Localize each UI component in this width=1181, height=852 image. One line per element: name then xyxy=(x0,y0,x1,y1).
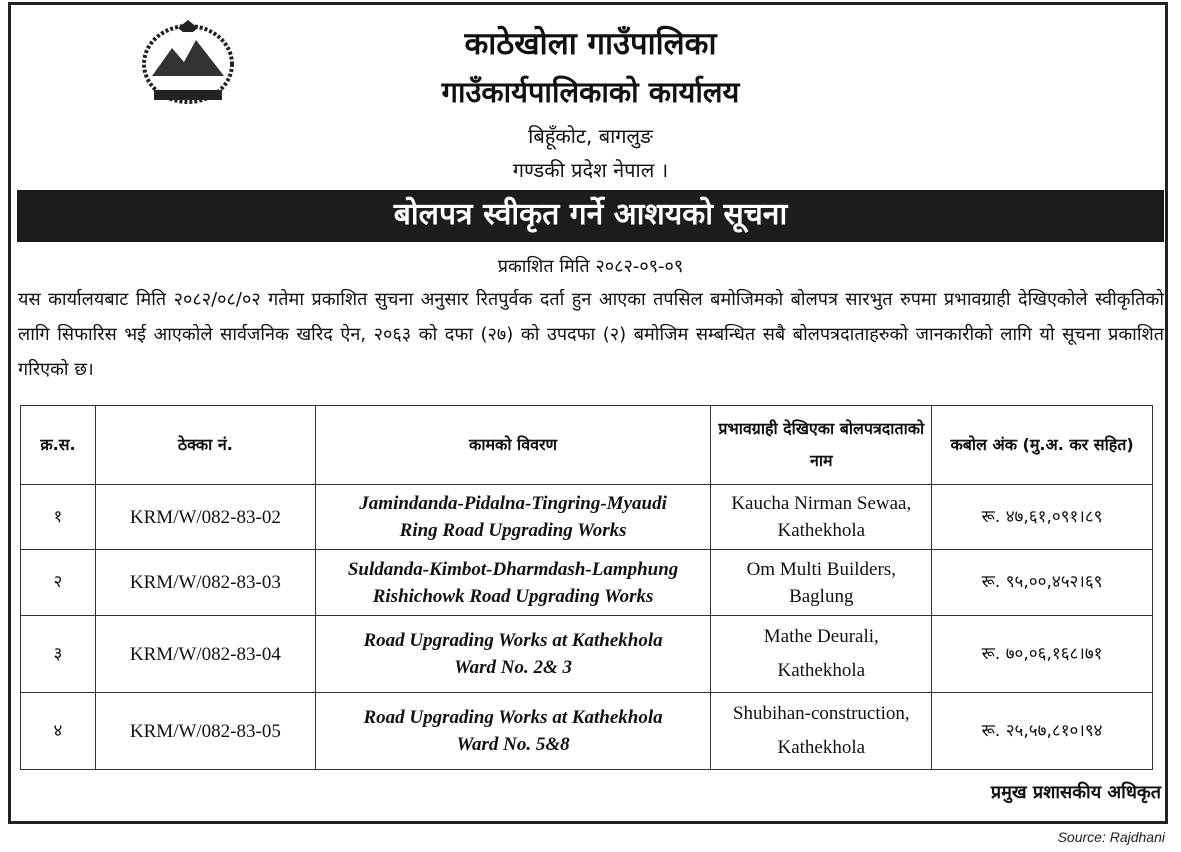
work-description xyxy=(315,485,711,550)
bid-table xyxy=(20,405,1153,770)
contract-number: KRM/W/082-83-03 xyxy=(95,550,315,616)
bidder-name xyxy=(711,485,932,550)
municipality-name: काठेखोला गाउँपालिका xyxy=(464,26,717,62)
office-address: बिहूँकोट, बागलुङ xyxy=(528,124,653,148)
bidder-line: Shubihan-construction, xyxy=(732,703,910,724)
description-line: Ward No. 2& 3 xyxy=(454,657,573,678)
bidder-line: Om Multi Builders, xyxy=(746,558,896,580)
bid-amount: रू. २५,५७,८१०।९४ xyxy=(932,693,1153,770)
serial-number: ३ xyxy=(21,616,96,693)
bidder-line: Kathekhola xyxy=(777,660,866,681)
notice-body: यस कार्यालयबाट मिति २०८२/०८/०२ गतेमा प्रकाशित सुचना अनुसार रितपुर्वक दर्ता हुन आएका तपसिल बमोजिमको बोलपत्र सारभुत रुपमा प्रभावग्राही देखिएकोले स्वीकृतिको लागि सिफारिस भई आएकोले सार्वजनिक खरिद ऐन, २०६३ को दफा (२७) को उपदफा (२) बमोजिम सम्बन्धित सबै बोलपत्रदाताहरुको जानकारीको लागि यो सूचना प्रकाशित गरिएको छ। xyxy=(18,289,1164,380)
table-row xyxy=(21,485,1153,550)
description-line: Jamindanda-Pidalna-Tingring-Myaudi xyxy=(359,493,667,514)
description-line: Suldanda-Kimbot-Dharmdash-Lamphung xyxy=(347,558,679,580)
signatory-title: प्रमुख प्रशासकीय अधिकृत xyxy=(990,782,1161,803)
bidder-name xyxy=(711,693,932,770)
bid-amount: रू. ४७,६१,०९१।८९ xyxy=(932,485,1153,550)
office-province: गण्डकी प्रदेश नेपाल । xyxy=(512,158,669,182)
bid-amount: रू. ७०,०६,१६८।७१ xyxy=(932,616,1153,693)
header-bidder: प्रभावग्राही देखिएका बोलपत्रदाताको नाम xyxy=(711,406,932,485)
contract-number: KRM/W/082-83-04 xyxy=(95,616,315,693)
bid-amount: रू. ९५,००,४५२।६९ xyxy=(932,550,1153,616)
bidder-line: Mathe Deurali, xyxy=(763,626,879,647)
work-description xyxy=(315,550,711,616)
bidder-name xyxy=(711,616,932,693)
description-line: Road Upgrading Works at Kathekhola xyxy=(363,707,663,728)
table-row xyxy=(21,693,1153,770)
bidder-line: Baglung xyxy=(789,585,854,607)
header-description: कामको विवरण xyxy=(315,406,711,485)
bidder-line: Kathekhola xyxy=(777,520,866,541)
table-row xyxy=(21,550,1153,616)
serial-number: २ xyxy=(21,550,96,616)
table-header-row xyxy=(21,406,1153,485)
table-row xyxy=(21,616,1153,693)
description-line: Ring Road Upgrading Works xyxy=(399,520,627,541)
bidder-name xyxy=(711,550,932,616)
description-line: Rishichowk Road Upgrading Works xyxy=(372,585,654,607)
work-description xyxy=(315,693,711,770)
description-line: Road Upgrading Works at Kathekhola xyxy=(363,630,663,651)
contract-number: KRM/W/082-83-05 xyxy=(95,693,315,770)
header-amount: कबोल अंक (मु.अ. कर सहित) xyxy=(932,406,1153,485)
notice-title: बोलपत्र स्वीकृत गर्ने आशयको सूचना xyxy=(17,190,1164,242)
bidder-line: Kaucha Nirman Sewaa, xyxy=(731,493,912,514)
contract-number: KRM/W/082-83-02 xyxy=(95,485,315,550)
serial-number: ४ xyxy=(21,693,96,770)
serial-number: १ xyxy=(21,485,96,550)
published-date: प्रकाशित मिति २०८२-०९-०९ xyxy=(497,256,684,277)
work-description xyxy=(315,616,711,693)
header-sn: क्र.स. xyxy=(21,406,96,485)
header-contract: ठेक्का नं. xyxy=(95,406,315,485)
description-line: Ward No. 5&8 xyxy=(456,734,570,755)
bidder-line: Kathekhola xyxy=(777,737,866,758)
source-credit: Source: Rajdhani xyxy=(1057,829,1165,845)
office-name: गाउँकार्यपालिकाको कार्यालय xyxy=(441,75,740,109)
